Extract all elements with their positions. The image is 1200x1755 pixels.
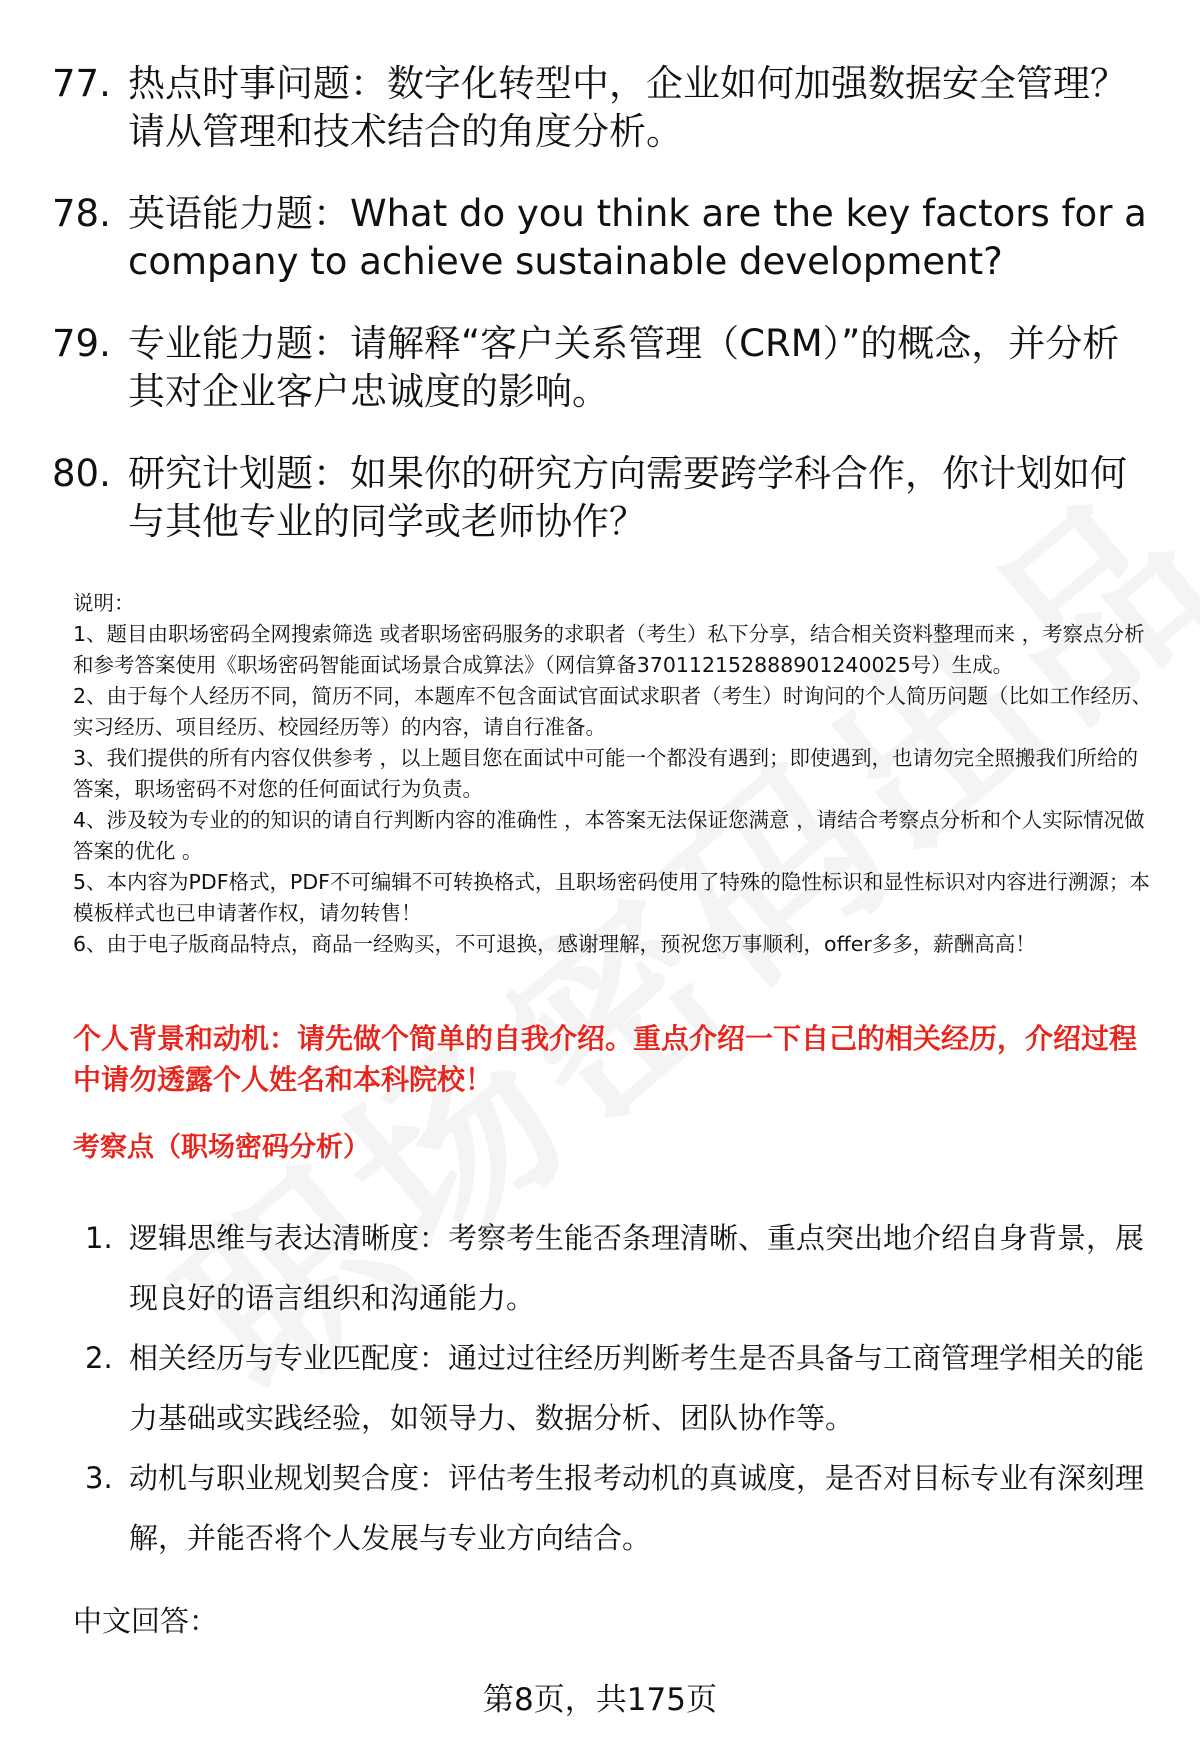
question-number: 79.	[52, 322, 111, 365]
section-heading: 个人背景和动机：请先做个简单的自我介绍。重点介绍一下自己的相关经历，介绍过程中请勿透露个人姓名和本科院校！	[73, 1022, 1138, 1096]
note-item: 5、本内容为PDF格式，PDF不可编辑不可转换格式，且职场密码使用了特殊的隐性标识和显性标识对内容进行溯源；本模板样式也已申请著作权，请勿转售！	[73, 870, 1150, 925]
point-number: 2.	[85, 1341, 113, 1375]
point-number: 1.	[85, 1221, 113, 1255]
point-text: 相关经历与专业匹配度：通过过往经历判断考生是否具备与工商管理学相关的能力基础或实践经验，如领导力、数据分析、团队协作等。	[129, 1341, 1145, 1435]
point-number: 3.	[85, 1461, 113, 1495]
assessment-point	[85, 1448, 1155, 1568]
section-header	[73, 1018, 1158, 1168]
point-text: 逻辑思维与表达清晰度：考察考生能否条理清晰、重点突出地介绍自身背景，展现良好的语言组织和沟通能力。	[129, 1221, 1145, 1315]
question-number: 77.	[52, 62, 111, 105]
question-text: 热点时事问题：数字化转型中，企业如何加强数据安全管理？请从管理和技术结合的角度分析。	[128, 62, 1127, 153]
note-item: 2、由于每个人经历不同，简历不同，本题库不包含面试官面试求职者（考生）时询问的个人简历问题（比如工作经历、实习经历、项目经历、校园经历等）的内容，请自行准备。	[73, 684, 1153, 739]
question-item	[52, 320, 1152, 416]
question-text: 英语能力题：What do you think are the key factors for a company to achieve sustainable development?	[128, 192, 1147, 283]
question-item	[52, 60, 1152, 156]
question-list	[52, 60, 1152, 580]
assessment-points	[85, 1208, 1155, 1568]
point-text: 动机与职业规划契合度：评估考生报考动机的真诚度，是否对目标专业有深刻理解，并能否将个人发展与专业方向结合。	[129, 1461, 1145, 1555]
assessment-point	[85, 1208, 1155, 1328]
question-text: 研究计划题：如果你的研究方向需要跨学科合作，你计划如何与其他专业的同学或老师协作？	[128, 452, 1127, 543]
note-item: 4、涉及较为专业的的知识的请自行判断内容的准确性 ，本答案无法保证您满意 ，请结合考察点分析和个人实际情况做答案的优化 。	[73, 808, 1145, 863]
notes-title: 说明：	[73, 591, 135, 615]
note-item: 6、由于电子版商品特点，商品一经购买，不可退换，感谢理解，预祝您万事顺利，offer多多，薪酬高高！	[73, 932, 1036, 956]
question-text: 专业能力题：请解释“客户关系管理（CRM）”的概念，并分析其对企业客户忠诚度的影响。	[128, 322, 1120, 413]
assessment-point	[85, 1328, 1155, 1448]
question-item	[52, 190, 1152, 286]
note-item: 3、我们提供的所有内容仅供参考 ，以上题目您在面试中可能一个都没有遇到；即使遇到，也请勿完全照搬我们所给的答案，职场密码不对您的任何面试行为负责。	[73, 746, 1139, 801]
section-subheading: 考察点（职场密码分析）	[73, 1132, 370, 1163]
answer-label: 中文回答：	[73, 1604, 219, 1638]
question-item	[52, 450, 1152, 546]
page-number: 第8页，共175页	[483, 1682, 717, 1718]
question-number: 78.	[52, 192, 111, 235]
note-item: 1、题目由职场密码全网搜索筛选 或者职场密码服务的求职者（考生）私下分享，结合相关资料整理而来 ，考察点分析和参考答案使用《职场密码智能面试场景合成算法》（网信算备370112152888901240025号）生成。	[73, 622, 1145, 677]
question-number: 80.	[52, 452, 111, 495]
notes-section	[73, 588, 1158, 960]
